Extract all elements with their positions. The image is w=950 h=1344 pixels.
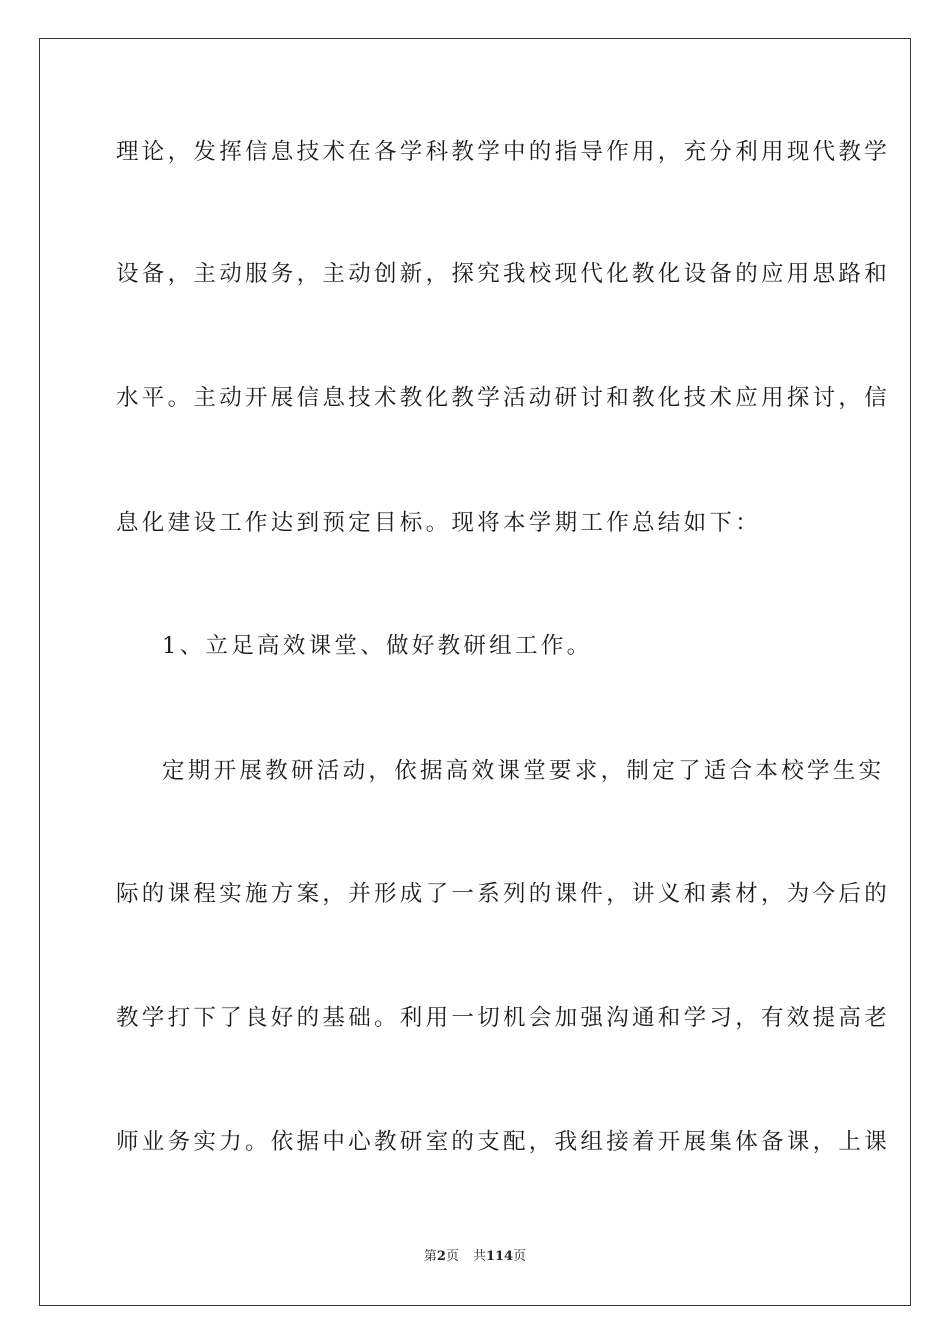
- total-prefix: 共: [472, 1249, 486, 1264]
- page-suffix: 页: [445, 1249, 459, 1264]
- page-border: [39, 38, 911, 1306]
- body-line: 际的课程实施方案，并形成了一系列的课件，讲义和素材，为今后的: [116, 881, 891, 907]
- total-pages: 114: [485, 1249, 514, 1264]
- body-line: 师业务实力。依据中心教研室的支配，我组接着开展集体备课，上课: [116, 1129, 891, 1155]
- paragraph-line: 水平。主动开展信息技术教化教学活动研讨和教化技术应用探讨，信: [116, 385, 891, 411]
- paragraph-line: 设备，主动服务，主动创新，探究我校现代化教化设备的应用思路和: [116, 261, 891, 287]
- page-prefix: 第: [423, 1249, 437, 1264]
- paragraph-line: 息化建设工作达到预定目标。现将本学期工作总结如下：: [116, 510, 762, 536]
- body-line: 定期开展教研活动，依据高效课堂要求，制定了适合本校学生实: [162, 758, 885, 784]
- total-suffix: 页: [513, 1249, 527, 1264]
- paragraph-line: 理论，发挥信息技术在各学科教学中的指导作用，充分利用现代教学: [116, 139, 891, 165]
- body-line: 教学打下了良好的基础。利用一切机会加强沟通和学习，有效提高老: [116, 1005, 891, 1031]
- page-footer: [0, 1248, 950, 1266]
- page-number: 2: [436, 1249, 446, 1264]
- section-heading: 1、立足高效课堂、做好教研组工作。: [162, 633, 593, 659]
